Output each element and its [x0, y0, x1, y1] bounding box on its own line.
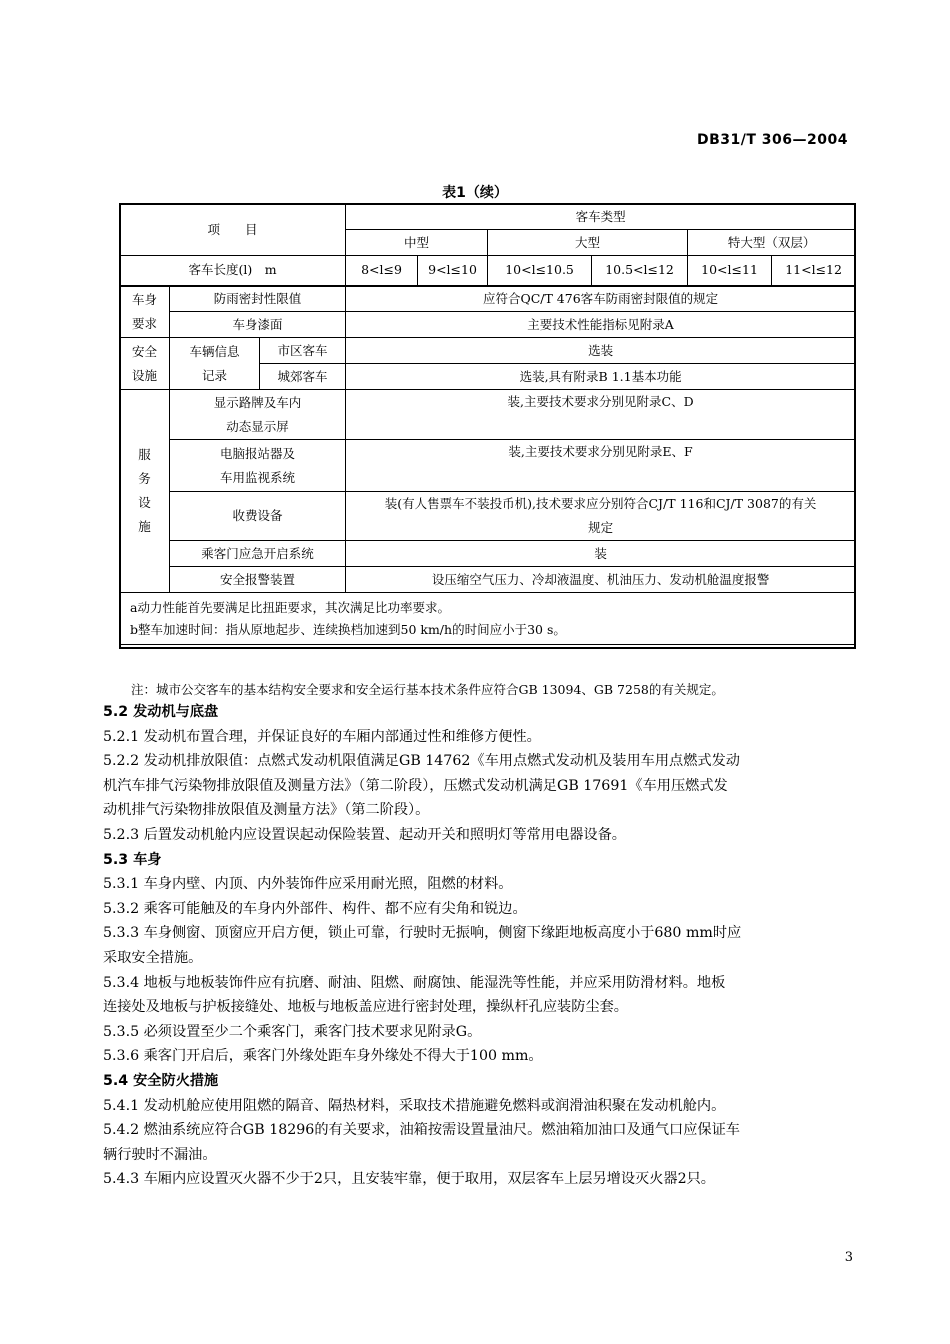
paragraph-line: 辆行驶时不漏油。: [103, 1146, 217, 1163]
table-row: [120, 541, 856, 567]
length-range: 8<l≤9: [346, 256, 418, 286]
table-title: 表1（续）: [442, 185, 508, 201]
group-label: 设施: [131, 367, 157, 383]
table-row: [120, 286, 856, 312]
row-label: 收费设备: [170, 492, 346, 541]
length-range: 9<l≤10: [418, 256, 488, 286]
paragraph-line: 机汽车排气污染物排放限值及测量方法》（第二阶段），压燃式发动机满足GB 17691《车用压燃式发: [103, 777, 728, 794]
paragraph: 5.2.3 后置发动机舱内应设置误起动保险装置、起动开关和照明灯等常用电器设备。: [103, 826, 626, 843]
row-value-line: 装(有人售票车不装投币机),技术要求应分别符合CJ/T 116和CJ/T 3087的有关: [384, 496, 817, 511]
service-group: [120, 390, 170, 593]
section-heading: 5.4 安全防火措施: [103, 1072, 219, 1089]
paragraph-line: 采取安全措施。: [103, 949, 203, 966]
table-header-row: [120, 204, 856, 230]
paragraph-line: 5.4.2 燃油系统应符合GB 18296的有关要求，油箱按需设置量油尺。燃油箱加油口及通气口应保证车: [103, 1122, 740, 1139]
extra-large-header: 特大型（双层）: [688, 230, 856, 256]
row-value: [346, 492, 856, 541]
item-header: 项 目: [120, 204, 346, 256]
section-heading: 5.3 车身: [103, 851, 162, 868]
group-label: 务: [138, 471, 151, 486]
paragraph: 5.3.5 必须设置至少二个乘客门，乘客门技术要求见附录G。: [103, 1023, 482, 1040]
bus-type-header: 客车类型: [346, 204, 856, 230]
row-label-line: 动态显示屏: [226, 418, 289, 434]
paragraph: 5.4.3 车厢内应设置灭火器不少于2只，且安装牢靠，便于取用，双层客车上层另增设灭火器2只。: [103, 1171, 715, 1188]
group-label: 要求: [131, 315, 157, 331]
group-label: 记录: [201, 367, 227, 383]
row-value: 应符合QC/T 476客车防雨密封限值的规定: [346, 286, 856, 312]
table-row: [120, 492, 856, 541]
group-label: 设: [138, 495, 151, 510]
length-label: 客车长度(l) m: [120, 256, 346, 286]
length-range: 11<l≤12: [772, 256, 856, 286]
body-text: [103, 700, 853, 1192]
page-number: 3: [844, 1250, 853, 1265]
paragraph: 5.3.6 乘客门开启后，乘客门外缘处距车身外缘处不得大于100 mm。: [103, 1048, 543, 1065]
section-heading: 5.2 发动机与底盘: [103, 704, 219, 720]
length-range: 10<l≤10.5: [488, 256, 592, 286]
row-label: 城郊客车: [260, 364, 346, 390]
notes-row: [120, 593, 856, 645]
table-row: [120, 312, 856, 338]
row-label: 安全报警装置: [170, 567, 346, 593]
row-value: 选装,具有附录B 1.1基本功能: [346, 364, 856, 390]
body-req-group: [120, 286, 170, 338]
large-header: 大型: [488, 230, 688, 256]
group-label: 车辆信息: [189, 343, 240, 359]
table-footnote: 注：城市公交客车的基本结构安全要求和安全运行基本技术条件应符合GB 13094、GB 7258的有关规定。: [131, 682, 724, 697]
row-value: 主要技术性能指标见附录A: [346, 312, 856, 338]
spec-table: [119, 203, 856, 645]
table-row: [120, 440, 856, 492]
row-value: 装,主要技术要求分别见附录E、F: [346, 440, 856, 492]
paragraph-line: 5.3.4 地板与地板装饰件应有抗磨、耐油、阻燃、耐腐蚀、能湿洗等性能，并应采用防滑材料。地板: [103, 974, 726, 991]
table-row: [120, 390, 856, 440]
table-note: a动力性能首先要满足比扭距要求，其次满足比功率要求。: [130, 599, 450, 615]
safety-group: [120, 338, 170, 390]
row-value-line: 规定: [588, 520, 614, 535]
paragraph: 5.3.1 车身内壁、内顶、内外装饰件应采用耐光照，阻燃的材料。: [103, 876, 513, 893]
row-label-line: 车用监视系统: [220, 469, 296, 485]
row-value: 装: [346, 541, 856, 567]
row-value: 设压缩空气压力、冷却液温度、机油压力、发动机舱温度报警: [346, 567, 856, 593]
paragraph-line: 连接处及地板与护板接缝处、地板与地板盖应进行密封处理，操纵杆孔应装防尘套。: [103, 999, 628, 1016]
row-label: 车身漆面: [170, 312, 346, 338]
paragraph: 5.2.1 发动机布置合理，并保证良好的车厢内部通过性和维修方便性。: [103, 728, 541, 745]
paragraph-line: 动机排气污染物排放限值及测量方法》（第二阶段）。: [103, 802, 430, 819]
row-value: 选装: [346, 338, 856, 364]
medium-header: 中型: [346, 230, 488, 256]
group-label: 施: [138, 519, 151, 534]
table-notes: [120, 593, 856, 645]
row-label: 防雨密封性限值: [170, 286, 346, 312]
row-label: [170, 390, 346, 440]
group-label: 服: [138, 447, 151, 462]
row-label-line: 电脑报站器及: [220, 445, 296, 461]
paragraph: 5.3.2 乘客可能触及的车身内外部件、构件、都不应有尖角和锐边。: [103, 900, 527, 917]
table-row: [120, 338, 856, 364]
table-row: [120, 567, 856, 593]
row-label: 乘客门应急开启系统: [170, 541, 346, 567]
paragraph-line: 5.3.3 车身侧窗、顶窗应开启方便，锁止可靠，行驶时无振响，侧窗下缘距地板高度小于680 mm时应: [103, 925, 742, 942]
group-label: 车身: [131, 291, 157, 307]
document-code: DB31/T 306—2004: [697, 132, 848, 148]
length-range: 10<l≤11: [688, 256, 772, 286]
row-label: 市区客车: [260, 338, 346, 364]
group-label: 安全: [131, 343, 157, 359]
row-label: [170, 440, 346, 492]
length-range: 10.5<l≤12: [592, 256, 688, 286]
row-value: 装,主要技术要求分别见附录C、D: [346, 390, 856, 440]
table-note: b整车加速时间：指从原地起步、连续换档加速到50 km/h的时间应小于30 s。: [130, 621, 566, 637]
paragraph-line: 5.2.2 发动机排放限值：点燃式发动机限值满足GB 14762《车用点燃式发动机及装用车用点燃式发动: [103, 753, 740, 770]
row-label-line: 显示路牌及车内: [213, 394, 302, 410]
length-row: [120, 256, 856, 286]
vehicle-info-group: [170, 338, 260, 390]
paragraph: 5.4.1 发动机舱应使用阻燃的隔音、隔热材料，采取技术措施避免燃料或润滑油积聚在发动机舱内。: [103, 1097, 726, 1114]
